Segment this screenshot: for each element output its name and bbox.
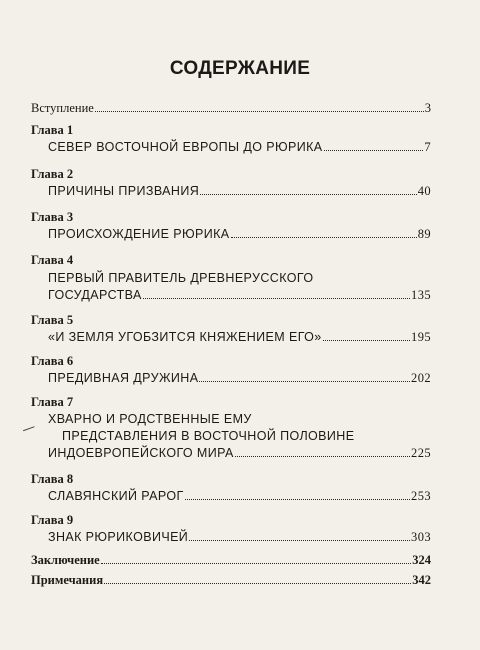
toc-entry-chapter-7 xyxy=(31,394,431,462)
leader-dots xyxy=(95,111,424,112)
chapter-title-line: ХВАРНО И РОДСТВЕННЫЕ ЕМУ xyxy=(48,412,252,426)
chapter-page: 40 xyxy=(417,184,431,198)
toc-entry-chapter-3 xyxy=(31,209,431,243)
leader-dots xyxy=(185,499,410,500)
chapter-label: Глава 6 xyxy=(31,354,74,368)
intro-page: 3 xyxy=(424,101,431,115)
toc-entry-chapter-8 xyxy=(31,471,431,505)
chapter-title: ПРОИСХОЖДЕНИЕ РЮРИКА xyxy=(48,227,230,241)
leader-dots xyxy=(231,237,417,238)
leader-dots xyxy=(323,340,410,341)
chapter-title: ПРИЧИНЫ ПРИЗВАНИЯ xyxy=(48,184,200,198)
notes-label: Примечания xyxy=(31,573,104,587)
chapter-page: 7 xyxy=(424,140,431,154)
conclusion-label: Заключение xyxy=(31,553,100,567)
chapter-title: ПРЕДИВНАЯ ДРУЖИНА xyxy=(48,371,199,385)
toc-entry-chapter-1 xyxy=(31,122,431,156)
toc-entry-conclusion xyxy=(31,552,431,569)
chapter-page: 303 xyxy=(411,530,431,544)
toc-entry-chapter-4 xyxy=(31,252,431,304)
page-title: СОДЕРЖАНИЕ xyxy=(169,58,311,79)
chapter-page: 225 xyxy=(411,446,431,460)
leader-dots xyxy=(104,583,411,584)
leader-dots xyxy=(101,563,412,564)
leader-dots xyxy=(143,298,410,299)
chapter-page: 253 xyxy=(411,489,431,503)
toc-entry-chapter-5 xyxy=(31,312,431,346)
chapter-label: Глава 9 xyxy=(31,513,74,527)
chapter-label: Глава 2 xyxy=(31,167,74,181)
chapter-label: Глава 8 xyxy=(31,472,74,486)
intro-label: Вступление xyxy=(31,101,94,115)
toc-entry-chapter-6 xyxy=(31,353,431,387)
chapter-page: 202 xyxy=(411,371,431,385)
leader-dots xyxy=(200,194,417,195)
chapter-label: Глава 4 xyxy=(31,253,74,267)
leader-dots xyxy=(324,150,424,151)
chapter-title: ЗНАК РЮРИКОВИЧЕЙ xyxy=(48,530,189,544)
leader-dots xyxy=(199,381,410,382)
chapter-title: СЕВЕР ВОСТОЧНОЙ ЕВРОПЫ ДО РЮРИКА xyxy=(48,140,323,154)
chapter-label: Глава 5 xyxy=(31,313,74,327)
chapter-title: ГОСУДАРСТВА xyxy=(48,288,142,302)
chapter-title-line: ПЕРВЫЙ ПРАВИТЕЛЬ ДРЕВНЕРУССКОГО xyxy=(48,271,314,285)
toc-entry-chapter-9 xyxy=(31,512,431,546)
chapter-title: «И ЗЕМЛЯ УГОБЗИТСЯ КНЯЖЕНИЕМ ЕГО» xyxy=(48,330,322,344)
leader-dots xyxy=(235,456,410,457)
conclusion-page: 324 xyxy=(412,553,431,567)
leader-dots xyxy=(189,540,410,541)
chapter-label: Глава 3 xyxy=(31,210,74,224)
chapter-page: 195 xyxy=(411,330,431,344)
chapter-title-line: ПРЕДСТАВЛЕНИЯ В ВОСТОЧНОЙ ПОЛОВИНЕ xyxy=(62,429,355,443)
notes-page: 342 xyxy=(412,573,431,587)
chapter-label: Глава 1 xyxy=(31,123,74,137)
toc-entry-intro xyxy=(31,100,431,117)
chapter-label: Глава 7 xyxy=(31,395,74,409)
chapter-title: СЛАВЯНСКИЙ РАРОГ xyxy=(48,489,184,503)
toc-entry-chapter-2 xyxy=(31,166,431,200)
toc-entry-notes xyxy=(31,572,431,589)
chapter-title: ИНДОЕВРОПЕЙСКОГО МИРА xyxy=(48,446,234,460)
chapter-page: 89 xyxy=(417,227,431,241)
chapter-page: 135 xyxy=(411,288,431,302)
